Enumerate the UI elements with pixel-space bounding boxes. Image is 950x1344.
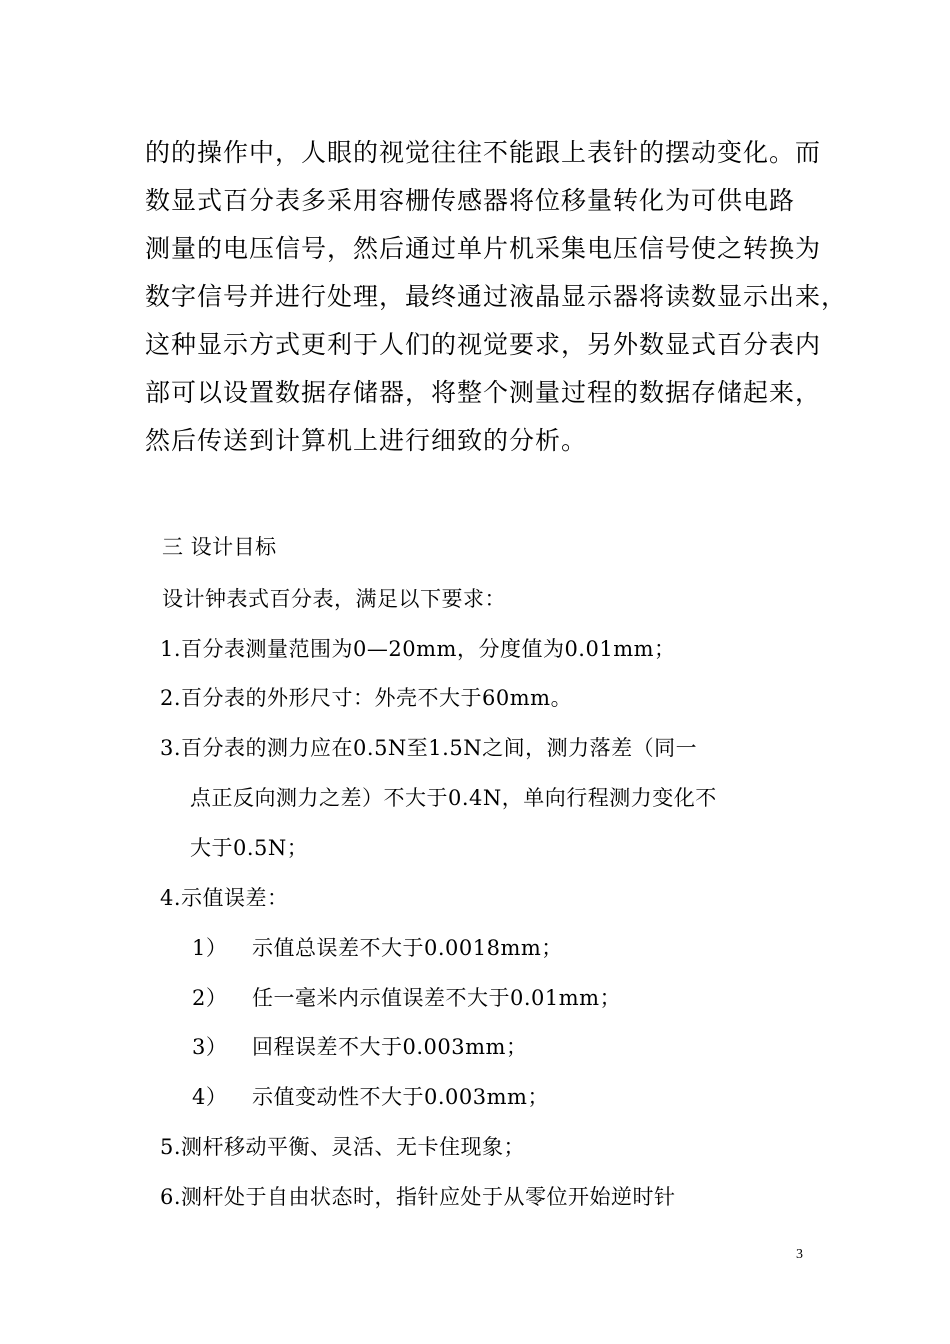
requirement-item-6: 6.测杆处于自由状态时，指针应处于从零位开始逆时针 — [160, 1185, 676, 1209]
requirement-item-2: 2.百分表的外形尺寸：外壳不大于60mm。 — [160, 686, 573, 710]
paragraph-line: 的的操作中，人眼的视觉往往不能跟上表针的摆动变化。而 — [145, 138, 822, 167]
sub-item-text: 示值变动性不大于0.003mm； — [252, 1085, 549, 1109]
sub-item — [192, 933, 563, 963]
page-number: 3 — [796, 1247, 803, 1262]
sub-item-text: 任一毫米内示值误差不大于0.01mm； — [252, 986, 622, 1010]
paragraph-line: 测量的电压信号，然后通过单片机采集电压信号使之转换为 — [145, 234, 822, 263]
sub-item-text: 示值总误差不大于0.0018mm； — [252, 936, 563, 960]
paragraph-line: 数字信号并进行处理，最终通过液晶显示器将读数显示出来， — [145, 282, 848, 311]
sub-item-number: 2） — [192, 986, 228, 1010]
sub-item-number: 4） — [192, 1085, 228, 1109]
section-intro: 设计钟表式百分表，满足以下要求： — [162, 587, 506, 611]
paragraph-line: 然后传送到计算机上进行细致的分析。 — [145, 426, 588, 455]
sub-item — [192, 983, 621, 1013]
sub-item-number: 3） — [192, 1035, 228, 1059]
requirement-item-5: 5.测杆移动平衡、灵活、无卡住现象； — [160, 1135, 526, 1159]
requirement-item-1: 1.百分表测量范围为0—20mm，分度值为0.01mm； — [160, 637, 676, 661]
requirement-item-3-continued: 大于0.5N； — [190, 836, 309, 860]
section-heading: 三 设计目标 — [162, 535, 277, 559]
sub-item-number: 1） — [192, 936, 228, 960]
sub-item-text: 回程误差不大于0.003mm； — [252, 1035, 528, 1059]
requirement-item-3: 3.百分表的测力应在0.5N至1.5N之间，测力落差（同一 — [160, 736, 698, 760]
sub-item — [192, 1032, 527, 1062]
paragraph-line: 数显式百分表多采用容栅传感器将位移量转化为可供电路 — [145, 186, 796, 215]
paragraph-line: 这种显示方式更利于人们的视觉要求，另外数显式百分表内 — [145, 330, 822, 359]
sub-item — [192, 1082, 549, 1112]
requirement-item-4: 4.示值误差： — [160, 886, 289, 910]
requirement-item-3-continued: 点正反向测力之差）不大于0.4N，单向行程测力变化不 — [190, 786, 717, 810]
paragraph-line: 部可以设置数据存储器，将整个测量过程的数据存储起来， — [145, 378, 822, 407]
